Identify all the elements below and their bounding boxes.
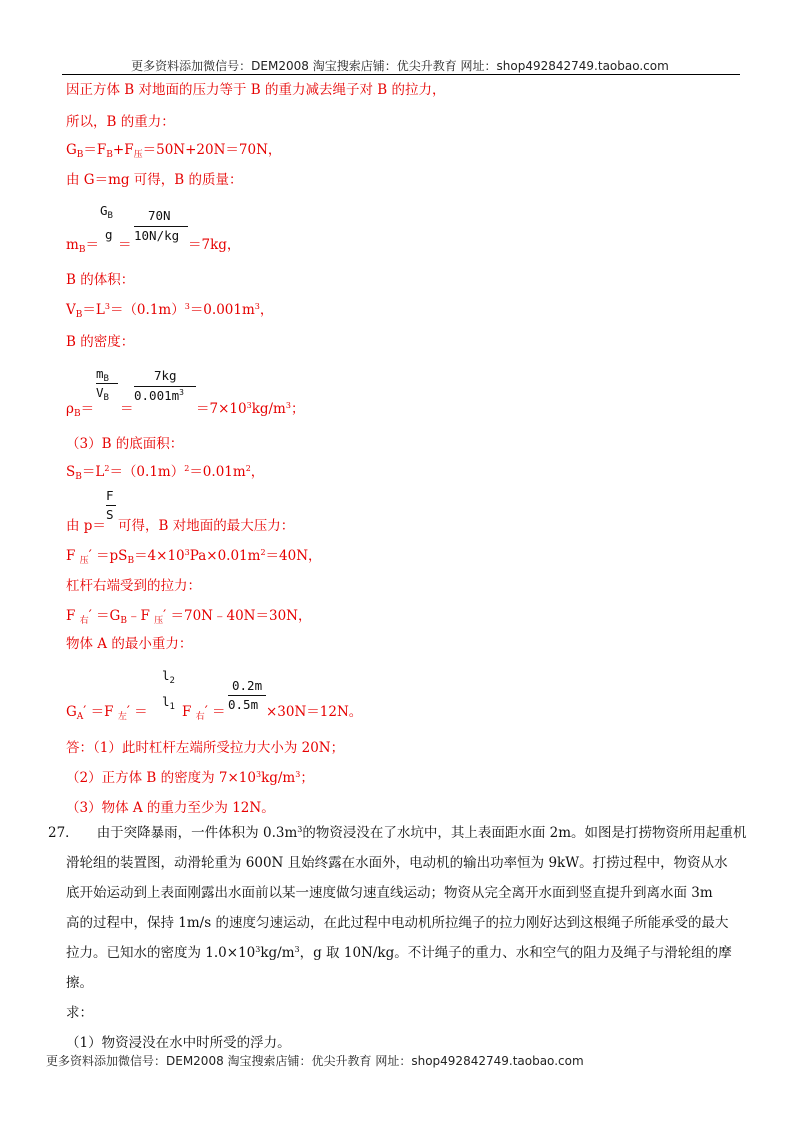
solution-line-15: 物体 A 的最小重力： [66, 636, 193, 652]
question-number: 27． [48, 825, 79, 841]
solution-line-13: 杠杆右端受到的拉力： [66, 578, 201, 594]
question-27: 27． 由于突降暴雨，一件体积为 $0.3m^3$的物资浸没在了水坑中，其上表面距水面 2m。如图是打捞物资所用起重机 滑轮组的装置图，动滑轮重为 600N 且始终露在水面外，电动机的输出功率恒为 9kW。打捞过程中，物资从水 底开始运动到上表面刚露出水面前以某一速度做匀速直线运动；物资从完全离开水面到竖直提升到离水面 3m 高的过程中，保持 1m/s 的速度匀速运动，在此过程中电动机所拉绳子的拉力刚好达到这根绳子所能承受的最大 拉力。已知水的密度为 $1.0\times 10^3kg/m^3$，g 取 10N/kg。不计绳子的重力、水和空气的阻力及绳子与滑轮组的摩擦。 求： （1）物资浸没在水中时所受的浮力。 [48, 825, 747, 1051]
vb-equation: $V_B=L^3=(0.1m)^3=0.001m^3$， [66, 302, 274, 320]
solution-line-10: （3）B 的底面积： [66, 436, 184, 452]
sb-equation: $S_B=L^2=(0.1m)^2=0.01m^2$， [66, 464, 265, 482]
solution-line-6: B 的体积： [66, 272, 135, 288]
rho-result: $=7\times 10^3kg/m^3$； [196, 401, 305, 417]
solution-line-1: 因正方体 B 对地面的压力等于 B 的重力减去绳子对 B 的拉力， [66, 82, 446, 98]
mb-result: ＝7kg， [188, 237, 241, 253]
answer-1: 答：（1）此时杠杆左端所受拉力大小为 20N； [66, 740, 345, 756]
page-header: 更多资料添加微信号：DEM2008 淘宝搜索店铺：优尖升教育 网址：shop492842749.taobao.com [131, 59, 669, 73]
gb-equation: $G_B=F_B+F_压=50N+20N=70N$， [66, 142, 282, 160]
mb-equals-2: ＝ [118, 237, 132, 253]
rho-equals-2: ＝ [120, 401, 134, 417]
solution-line-8: B 的密度： [66, 334, 135, 350]
header-divider [62, 74, 740, 75]
rho-equation-label: $\rho_B=$ [66, 401, 95, 419]
pressure-formula-suffix: 可得，B 对地面的最大压力： [118, 518, 295, 534]
ga-equation-prefix: $G_A' =F$ $_左$′ ＝ [66, 704, 148, 722]
max-pressure-force: F $_压' =pS_B=4\times 10^3Pa\times 0.01m^2=40N$， [66, 548, 322, 566]
solution-line-4: 由 G＝mg 可得，B 的质量： [66, 172, 243, 188]
answer-3: （3）物体 A 的重力至少为 12N。 [66, 800, 275, 816]
mb-equation-label: $m_B=$ [66, 237, 99, 255]
answer-2: （2）正方体 B 的密度为 $7\times 10^3kg/m^3$； [66, 770, 314, 786]
solution-line-2: 所以，B 的重力： [66, 114, 175, 130]
ga-result: ×30N＝12N。 [266, 704, 363, 720]
page-footer: 更多资料添加微信号：DEM2008 淘宝搜索店铺：优尖升教育 网址：shop492842749.taobao.com [46, 1054, 584, 1068]
ga-equation-middle: F $_右$′ ＝ [182, 704, 226, 722]
right-end-force: F $_右' =G_B﹣F$ $_压$′ ＝70N﹣40N＝30N， [66, 608, 312, 626]
pressure-formula-prefix: 由 p＝ [66, 518, 106, 534]
